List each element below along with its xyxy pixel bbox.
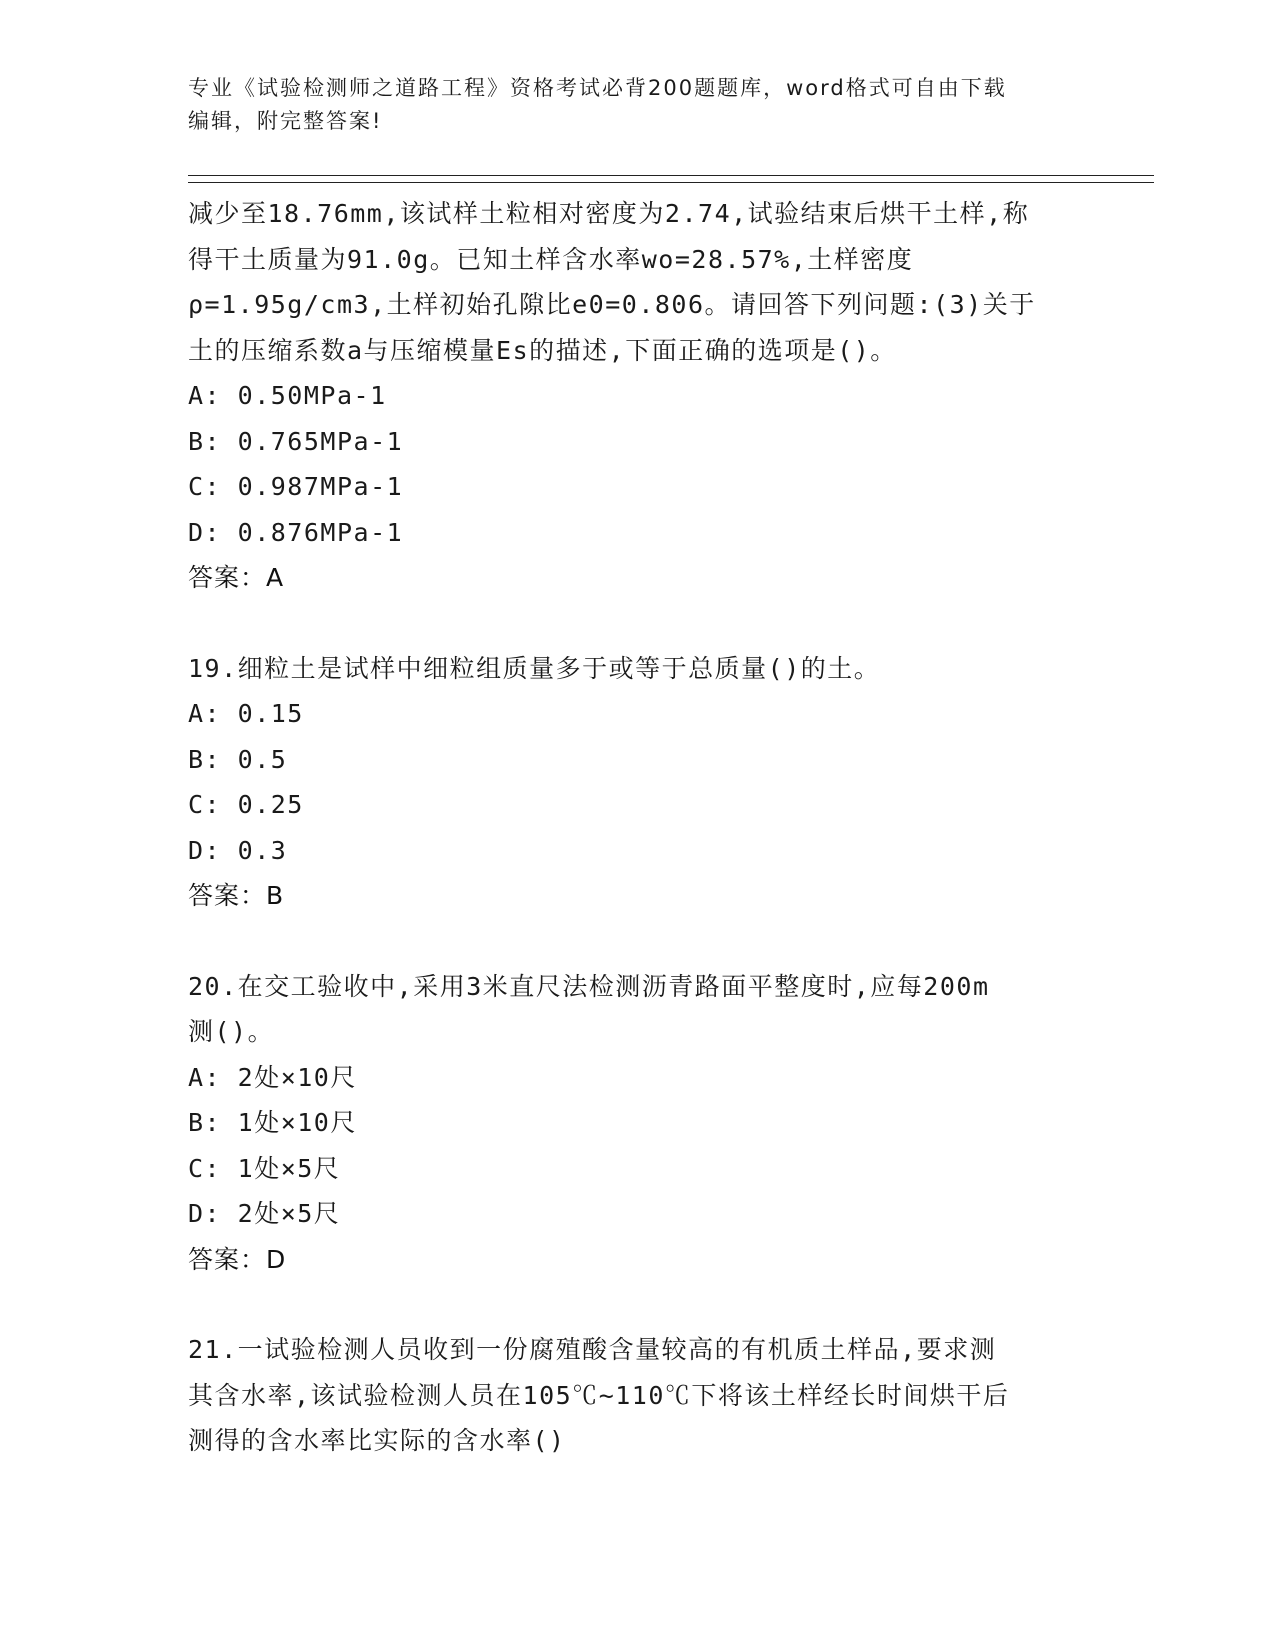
option-c: C: 1处×5尺 bbox=[188, 1153, 341, 1183]
option-b: B: 1处×10尺 bbox=[188, 1108, 357, 1137]
question-stem-line: 得干土质量为91.0g。已知土样含水率wo=28.57%,土样密度 bbox=[188, 244, 914, 274]
question-stem-line: 测得的含水率比实际的含水率() bbox=[188, 1426, 566, 1455]
question-stem-line: 其含水率,该试验检测人员在105℃~110℃下将该土样经长时间烘干后 bbox=[188, 1380, 1010, 1410]
page-header bbox=[188, 72, 1068, 138]
option-b: B: 0.765MPa-1 bbox=[188, 426, 404, 456]
option-a: A: 0.50MPa-1 bbox=[188, 381, 387, 410]
question-stem-line: ρ=1.95g/cm3,土样初始孔隙比e0=0.806。请回答下列问题:(3)关于 bbox=[188, 290, 1036, 319]
question-18 bbox=[188, 191, 1088, 601]
question-stem-line: 土的压缩系数a与压缩模量Es的描述,下面正确的选项是()。 bbox=[188, 335, 897, 365]
option-c: C: 0.25 bbox=[188, 790, 304, 819]
option-d: D: 0.3 bbox=[188, 835, 288, 865]
question-stem-line: 19.细粒土是试样中细粒组质量多于或等于总质量()的土。 bbox=[188, 653, 881, 683]
answer-label: 答案：A bbox=[188, 563, 285, 592]
option-d: D: 0.876MPa-1 bbox=[188, 517, 404, 547]
header-divider-top bbox=[188, 175, 1154, 176]
question-21 bbox=[188, 1327, 1088, 1464]
option-b: B: 0.5 bbox=[188, 744, 288, 774]
question-spacer bbox=[188, 1282, 1088, 1327]
answer-label: 答案：B bbox=[188, 881, 285, 910]
option-a: A: 0.15 bbox=[188, 699, 304, 728]
option-c: C: 0.987MPa-1 bbox=[188, 472, 404, 501]
option-a: A: 2处×10尺 bbox=[188, 1062, 357, 1092]
question-20 bbox=[188, 964, 1088, 1283]
question-stem-line: 测()。 bbox=[188, 1017, 275, 1046]
header-title-line-1: 专业《试验检测师之道路工程》资格考试必背200题题库，word格式可自由下载 bbox=[188, 76, 1007, 100]
question-19 bbox=[188, 646, 1088, 919]
question-spacer bbox=[188, 601, 1088, 646]
header-divider-bottom bbox=[188, 182, 1154, 183]
question-stem-line: 20.在交工验收中,采用3米直尺法检测沥青路面平整度时,应每200m bbox=[188, 971, 990, 1001]
header-title-line-2: 编辑，附完整答案! bbox=[188, 109, 383, 133]
question-spacer bbox=[188, 919, 1088, 964]
question-stem-line: 21.一试验检测人员收到一份腐殖酸含量较高的有机质土样品,要求测 bbox=[188, 1335, 997, 1364]
answer-label: 答案：D bbox=[188, 1244, 287, 1274]
option-d: D: 2处×5尺 bbox=[188, 1199, 341, 1228]
question-content bbox=[188, 191, 1088, 1464]
question-stem-line: 减少至18.76mm,该试样土粒相对密度为2.74,试验结束后烘干土样,称 bbox=[188, 199, 1030, 228]
